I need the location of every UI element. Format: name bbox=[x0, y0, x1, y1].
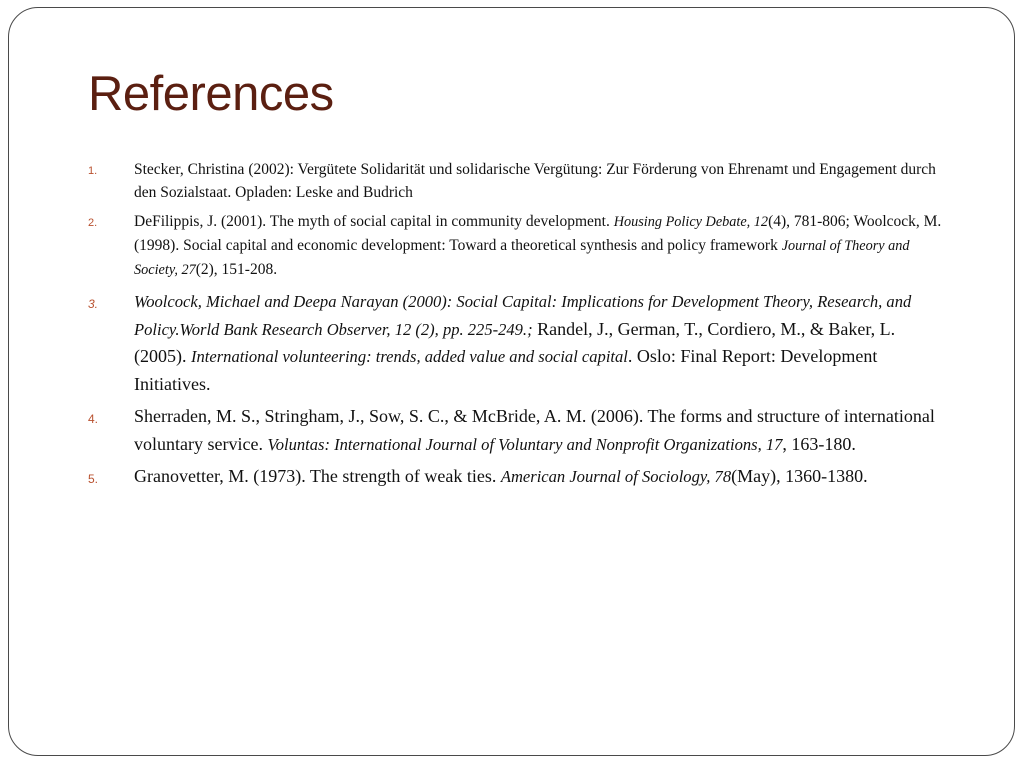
reference-number: 5. bbox=[88, 472, 99, 486]
reference-text: , 163-180. bbox=[782, 433, 856, 454]
journal-title: Housing Policy Debate, 12 bbox=[613, 214, 769, 230]
reference-text: DeFilippis, J. (2001). The myth of social capital in community development. bbox=[134, 213, 614, 230]
reference-item-1 bbox=[88, 158, 948, 204]
journal-title: American Journal of Sociology, 78 bbox=[500, 467, 732, 486]
reference-item-3 bbox=[88, 288, 948, 398]
reference-text: . Oslo: Final Report: Development Initiatives. bbox=[134, 346, 878, 394]
reference-number: 4. bbox=[88, 412, 99, 426]
journal-title: Voluntas: International Journal of Voluntary and Nonprofit Organizations, 17 bbox=[267, 434, 783, 454]
reference-text: Granovetter, M. (1973). The strength of weak ties. bbox=[134, 466, 501, 486]
reference-number: 3. bbox=[88, 297, 99, 311]
reference-text: (May), 1360-1380. bbox=[731, 466, 868, 486]
reference-text: (2), 151-208. bbox=[195, 261, 278, 278]
reference-item-4 bbox=[88, 403, 948, 458]
reference-text: Woolcock, Michael and Deepa Narayan (2000): Social Capital: Implications for Development Theory, Research, and Policy.World Bank Research Observer, 12 (2), pp. 225-249.; bbox=[134, 292, 912, 339]
journal-title: Journal of Theory and Society, 27 bbox=[134, 238, 910, 278]
book-title: International volunteering: trends, added value and social capital bbox=[191, 347, 628, 366]
slide-title: References bbox=[88, 67, 334, 121]
reference-list bbox=[88, 158, 948, 496]
reference-text: (4), 781-806; Woolcock, M. (1998). Social capital and economic development: Toward a theoretical synthesis and policy framework bbox=[134, 213, 942, 254]
reference-number: 2. bbox=[88, 217, 98, 229]
reference-text: Stecker, Christina (2002): Vergütete Solidarität und solidarische Vergütung: Zur Förderung von Ehrenamt und Engagement durch den Sozialstaat. Opladen: Leske and Budrich bbox=[134, 161, 936, 201]
reference-text: Randel, J., German, T., Cordiero, M., & Baker, L. (2005). bbox=[134, 318, 896, 366]
reference-text: Sherraden, M. S., Stringham, J., Sow, S. C., & McBride, A. M. (2006). The forms and structure of international voluntary service. bbox=[134, 406, 935, 454]
reference-item-5 bbox=[88, 463, 948, 491]
reference-number: 1. bbox=[88, 165, 98, 177]
reference-item-2 bbox=[88, 210, 948, 282]
